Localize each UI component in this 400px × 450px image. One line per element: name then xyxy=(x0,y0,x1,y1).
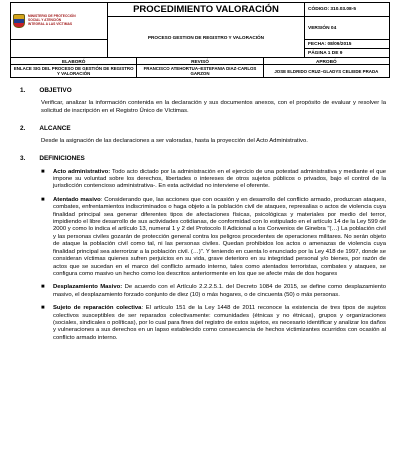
square-bullet-icon: ■ xyxy=(41,196,45,203)
section-title: OBJETIVO xyxy=(39,87,72,95)
elaboro-value: ENLACE SIG DEL PROCESO DE GESTIÓN DE REGISTRO Y VALORACIÓN xyxy=(11,65,137,78)
definition-item xyxy=(41,169,386,191)
elaboro-label: ELABORÓ xyxy=(11,58,137,65)
institution-logo xyxy=(13,14,105,28)
definition-text: : El artículo 151 de la Ley 1448 de 2011 reconoce la existencia de tres tipos de sujetos colectivos susceptibles de ser reparados colectivamente: comunidades (étnicas y no étnicas), grupos y organizaciones (sociales, sindicales o políticas), por lo cual para fines del registro de estos sujetos, es necesario identificar y analizar los daños y vulneraciones a sus derechos en un lapso establecido como consecuencia de hechos victimizantes ocurridos con ocasión al conflicto armado interno. xyxy=(53,305,387,341)
section-number: 3. xyxy=(20,154,26,162)
section-number: 1. xyxy=(20,87,26,95)
definition-term: Atentado masivo xyxy=(53,196,101,203)
section-title: DEFINICIONES xyxy=(39,154,85,162)
definition-term: Acto administrativo: xyxy=(53,168,111,175)
definition-item xyxy=(41,197,386,278)
document-version: VERSIÓN 04 xyxy=(305,17,390,40)
aprobo-value: JOSE ELDRIDO CRUZ–GLADYS CELEIDE PRADA xyxy=(263,65,389,78)
square-bullet-icon: ■ xyxy=(41,168,45,175)
document-code: CÓDIGO: 310.03.08-5 xyxy=(305,3,390,17)
section-heading-objetivo xyxy=(20,87,390,94)
section-title: ALCANCE xyxy=(39,125,71,133)
signature-table xyxy=(10,57,390,78)
definition-text: Todo acto dictado por la administración en el ejercicio de una potestad administrativa y mediante el que impone su voluntad sobre los derechos, libertades o intereses de otros sujetos públicos o privados, bajo el control de la jurisdicción contencioso administrativa-. En esta actividad no interviene el oferente. xyxy=(53,168,386,190)
page-number: PÁGINA 1 DE 9 xyxy=(305,49,390,58)
definition-term: Desplazamiento Masivo: xyxy=(53,284,123,291)
logo-text: MINISTERIO DE PROTECCIÓN SOCIAL Y ATENCIÓN INTEGRAL A LAS VÍCTIMAS xyxy=(28,14,76,26)
objetivo-text: Verificar, analizar la información contenida en la declaración y sus documentos anexos, con el propósito de evaluar y resolver la solicitud de inscripción en el Registro Único de Víctimas. xyxy=(41,100,386,114)
header-logo-cell xyxy=(11,3,108,40)
definition-text: De acuerdo con el Artículo 2.2.2.5.1. del Decreto 1084 de 2015, se define como desplazamiento masivo, el desplazamiento forzado conjunto de diez (10) o más hogares, o de cincuenta (50) o más personas. xyxy=(53,284,386,298)
definition-text: : Considerando que, las acciones que con ocasión y en desarrollo del conflicto armado, produzcan ataques, combates, enfrentamientos indiscriminados o haga objeto a la población civil de ataques, represalias o actos de violencia cuya finalidad principal sea generar diferentes tipos de afectaciones físicas, psicológicas y materiales por medio del terror, impidiendo el libre desarrollo de sus actividades cotidianas, de conformidad con lo estipulado en el artículo 14 de la Ley 599 de 2000 y como lo indica el artículo 13, numeral 1 y 2 del Protocolo II Adicional a los Convenios de Ginebra "(…) La población civil y las personas civiles gozarán de protección general contra los peligros procedentes de operaciones militares. No serán objeto de ataque la población civil como tal, ni las personas civiles. Quedan prohibidos los actos o amenazas de violencia cuya finalidad principal sea aterrorizar a la población civil. (…)". Y teniendo en cuenta lo enunciado por la Ley 418 de 1997, donde se consideran víctimas quienes sufren perjuicios en su vida, grave deterioro en su integridad personal y/o bienes, por razón de actos que se sucedan en el marco del conflicto armado interno, tales como atentados terroristas, combates y ataques, se configura como masivo un hecho como los descritos anteriormente en los que se afecte más de dos hogares xyxy=(53,196,386,277)
definitions-list xyxy=(41,169,386,343)
document-header xyxy=(10,2,390,58)
document-title: PROCEDIMIENTO VALORACIÓN xyxy=(108,3,305,17)
section-heading-definiciones xyxy=(20,155,390,162)
section-heading-alcance xyxy=(20,125,390,132)
section-number: 2. xyxy=(20,125,26,133)
process-name: PROCESO GESTION DE REGISTRO Y VALORACIÓN xyxy=(108,17,305,58)
alcance-text: Desde la asignación de las declaraciones a ser valoradas, hasta la proyección del Acto Administrativo. xyxy=(41,138,308,145)
definition-item xyxy=(41,305,386,342)
document-date: FECHA: 08/09/2015 xyxy=(305,40,390,49)
reviso-label: REVISÓ xyxy=(137,58,263,65)
logo-spacer xyxy=(11,40,108,58)
aprobo-label: APROBÓ xyxy=(263,58,389,65)
document-page xyxy=(10,2,390,342)
definition-item xyxy=(41,284,386,299)
square-bullet-icon: ■ xyxy=(41,305,45,312)
definition-term: Sujeto de reparación colectiva xyxy=(53,305,142,312)
reviso-value: FRANCISCO ATEHORTUA–ESTEFANIA DIAZ-CARLOS GARZON xyxy=(137,65,263,78)
colombia-crest-icon xyxy=(13,14,25,28)
square-bullet-icon: ■ xyxy=(41,284,45,291)
